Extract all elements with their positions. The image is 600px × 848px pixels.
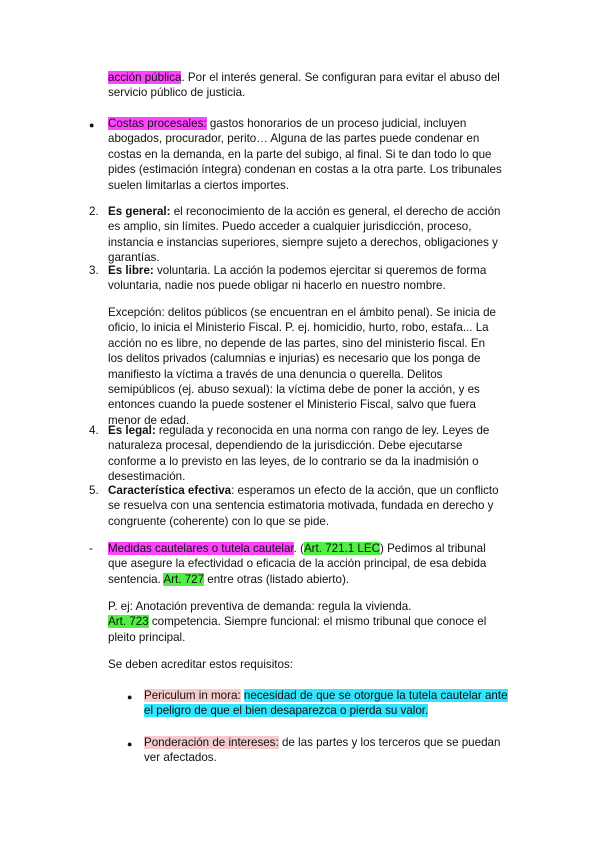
paragraph-excepcion (108, 305, 503, 428)
bullet-icon: ● (127, 692, 133, 702)
text-fragment: ) Pedimos al tribunal que asegure la efectividad o eficacia de la acción principal, de esa debida sentencia. (108, 542, 487, 586)
list-item-text: el reconocimiento de la acción es general, el derecho de acción es amplio, sin límites. Puedo acceder a cualquier jurisdicción, proceso, instancia e instancias superiores, siempre sujeto a derechos, obligaciones y garantías. (108, 205, 501, 265)
list-item-text: regulada y reconocida en una norma con rango de ley. Leyes de naturaleza procesal, dependiendo de la jurisdicción. Debe ejecutarse conforme a lo previsto en las leyes, de lo contrario se da la inadmisión o desestimación. (108, 424, 490, 484)
highlight-medidas-cautelares: Medidas cautelares o tutela cautelar (108, 542, 294, 555)
highlight-art-727: Art. 727 (163, 572, 205, 586)
requisitos-text: Se deben acreditar estos requisitos: (108, 658, 293, 671)
text-fragment: . ( (293, 542, 304, 555)
list-number: 4. (89, 424, 99, 437)
highlight-ponderacion: Ponderación de intereses: (144, 736, 279, 749)
text-fragment: de las partes y los terceros que se puedan ver afectados. (144, 736, 501, 765)
list-item-periculum (144, 688, 508, 719)
list-number: 5. (89, 484, 99, 497)
list-item-text: : esperamos un efecto de la acción, que un conflicto se resuelva con una sentencia estimatoria motivada, fundada en derecho y congruente (coherente) con lo que se pide. (108, 484, 499, 528)
paragraph-accion-publica (108, 70, 503, 101)
highlight-art-721: Art. 721.1 LEC (303, 542, 380, 555)
list-item-es-general (108, 204, 503, 266)
paragraph-pej (108, 599, 503, 645)
list-number: 3. (89, 264, 99, 277)
bullet-icon: ● (89, 120, 95, 130)
pej-text: P. ej: Anotación preventiva de demanda: regula la vivienda. (108, 600, 412, 613)
highlight-necesidad: necesidad de que se otorgue la tutela cautelar ante el peligro de que el bien desaparezca o pierda su valor. (144, 689, 508, 718)
list-item-text: voluntaria. La acción la podemos ejercitar si queremos de forma voluntaria, nadie nos puede obligar ni hacerlo en nuestro nombre. (108, 264, 487, 293)
highlight-periculum: Periculum in mora: (144, 689, 241, 702)
list-item-es-legal (108, 423, 503, 485)
paragraph-requisitos (108, 657, 503, 672)
highlight-art-723: Art. 723 (108, 615, 149, 629)
term-es-general: Es general: (108, 205, 171, 218)
list-item-ponderacion (144, 735, 508, 766)
paragraph-text: . Por el interés general. Se configuran para evitar el abuso del servicio público de justicia. (108, 71, 500, 100)
list-item-costas (108, 116, 503, 193)
list-item-es-libre (108, 263, 503, 294)
excepcion-text: Excepción: delitos públicos (se encuentran en el ámbito penal). Se inicia de oficio, lo inicia el Ministerio Fiscal. P. ej. homicidio, hurto, robo, estafa... La acción no es libre, no depende de las partes, sino del ministerio fiscal. En los delitos privados (calumnias e injurias) es necesario que los ponga de manifiesto la víctima a través de una denuncia o querella. Delitos semipúblicos (ej. abuso sexual): la víctima debe de poner la acción, y es entonces cuando la puede sostener el Ministerio Fiscal, salvo que fuera menor de edad. (108, 306, 496, 427)
term-caracteristica-efectiva: Característica efectiva (108, 484, 232, 497)
highlight-costas-procesales: Costas procesales: (108, 117, 207, 130)
list-item-text: gastos honorarios de un proceso judicial, incluyen abogados, procurador, perito… Alguna de las partes puede condenar en costas en la demanda, en la parte del subigo, al final. Si te dan todo lo que pides (estimación íntegra) condenan en costas a la otra parte. Los tribunales suelen limitarlas a ciertos importes. (108, 117, 502, 192)
term-es-libre: Es libre: (108, 264, 154, 277)
bullet-icon: ● (127, 739, 133, 749)
dash-marker: - (89, 542, 93, 555)
list-item-medidas-cautelares (108, 541, 503, 587)
highlight-accion-publica: acción pública (108, 71, 182, 84)
list-item-efectiva (108, 483, 503, 529)
list-number: 2. (89, 205, 99, 218)
text-fragment: competencia. Siempre funcional: el mismo tribunal que conoce el pleito principal. (108, 615, 487, 644)
term-es-legal: Es legal: (108, 424, 156, 437)
text-fragment: entre otras (listado abierto). (204, 572, 350, 586)
